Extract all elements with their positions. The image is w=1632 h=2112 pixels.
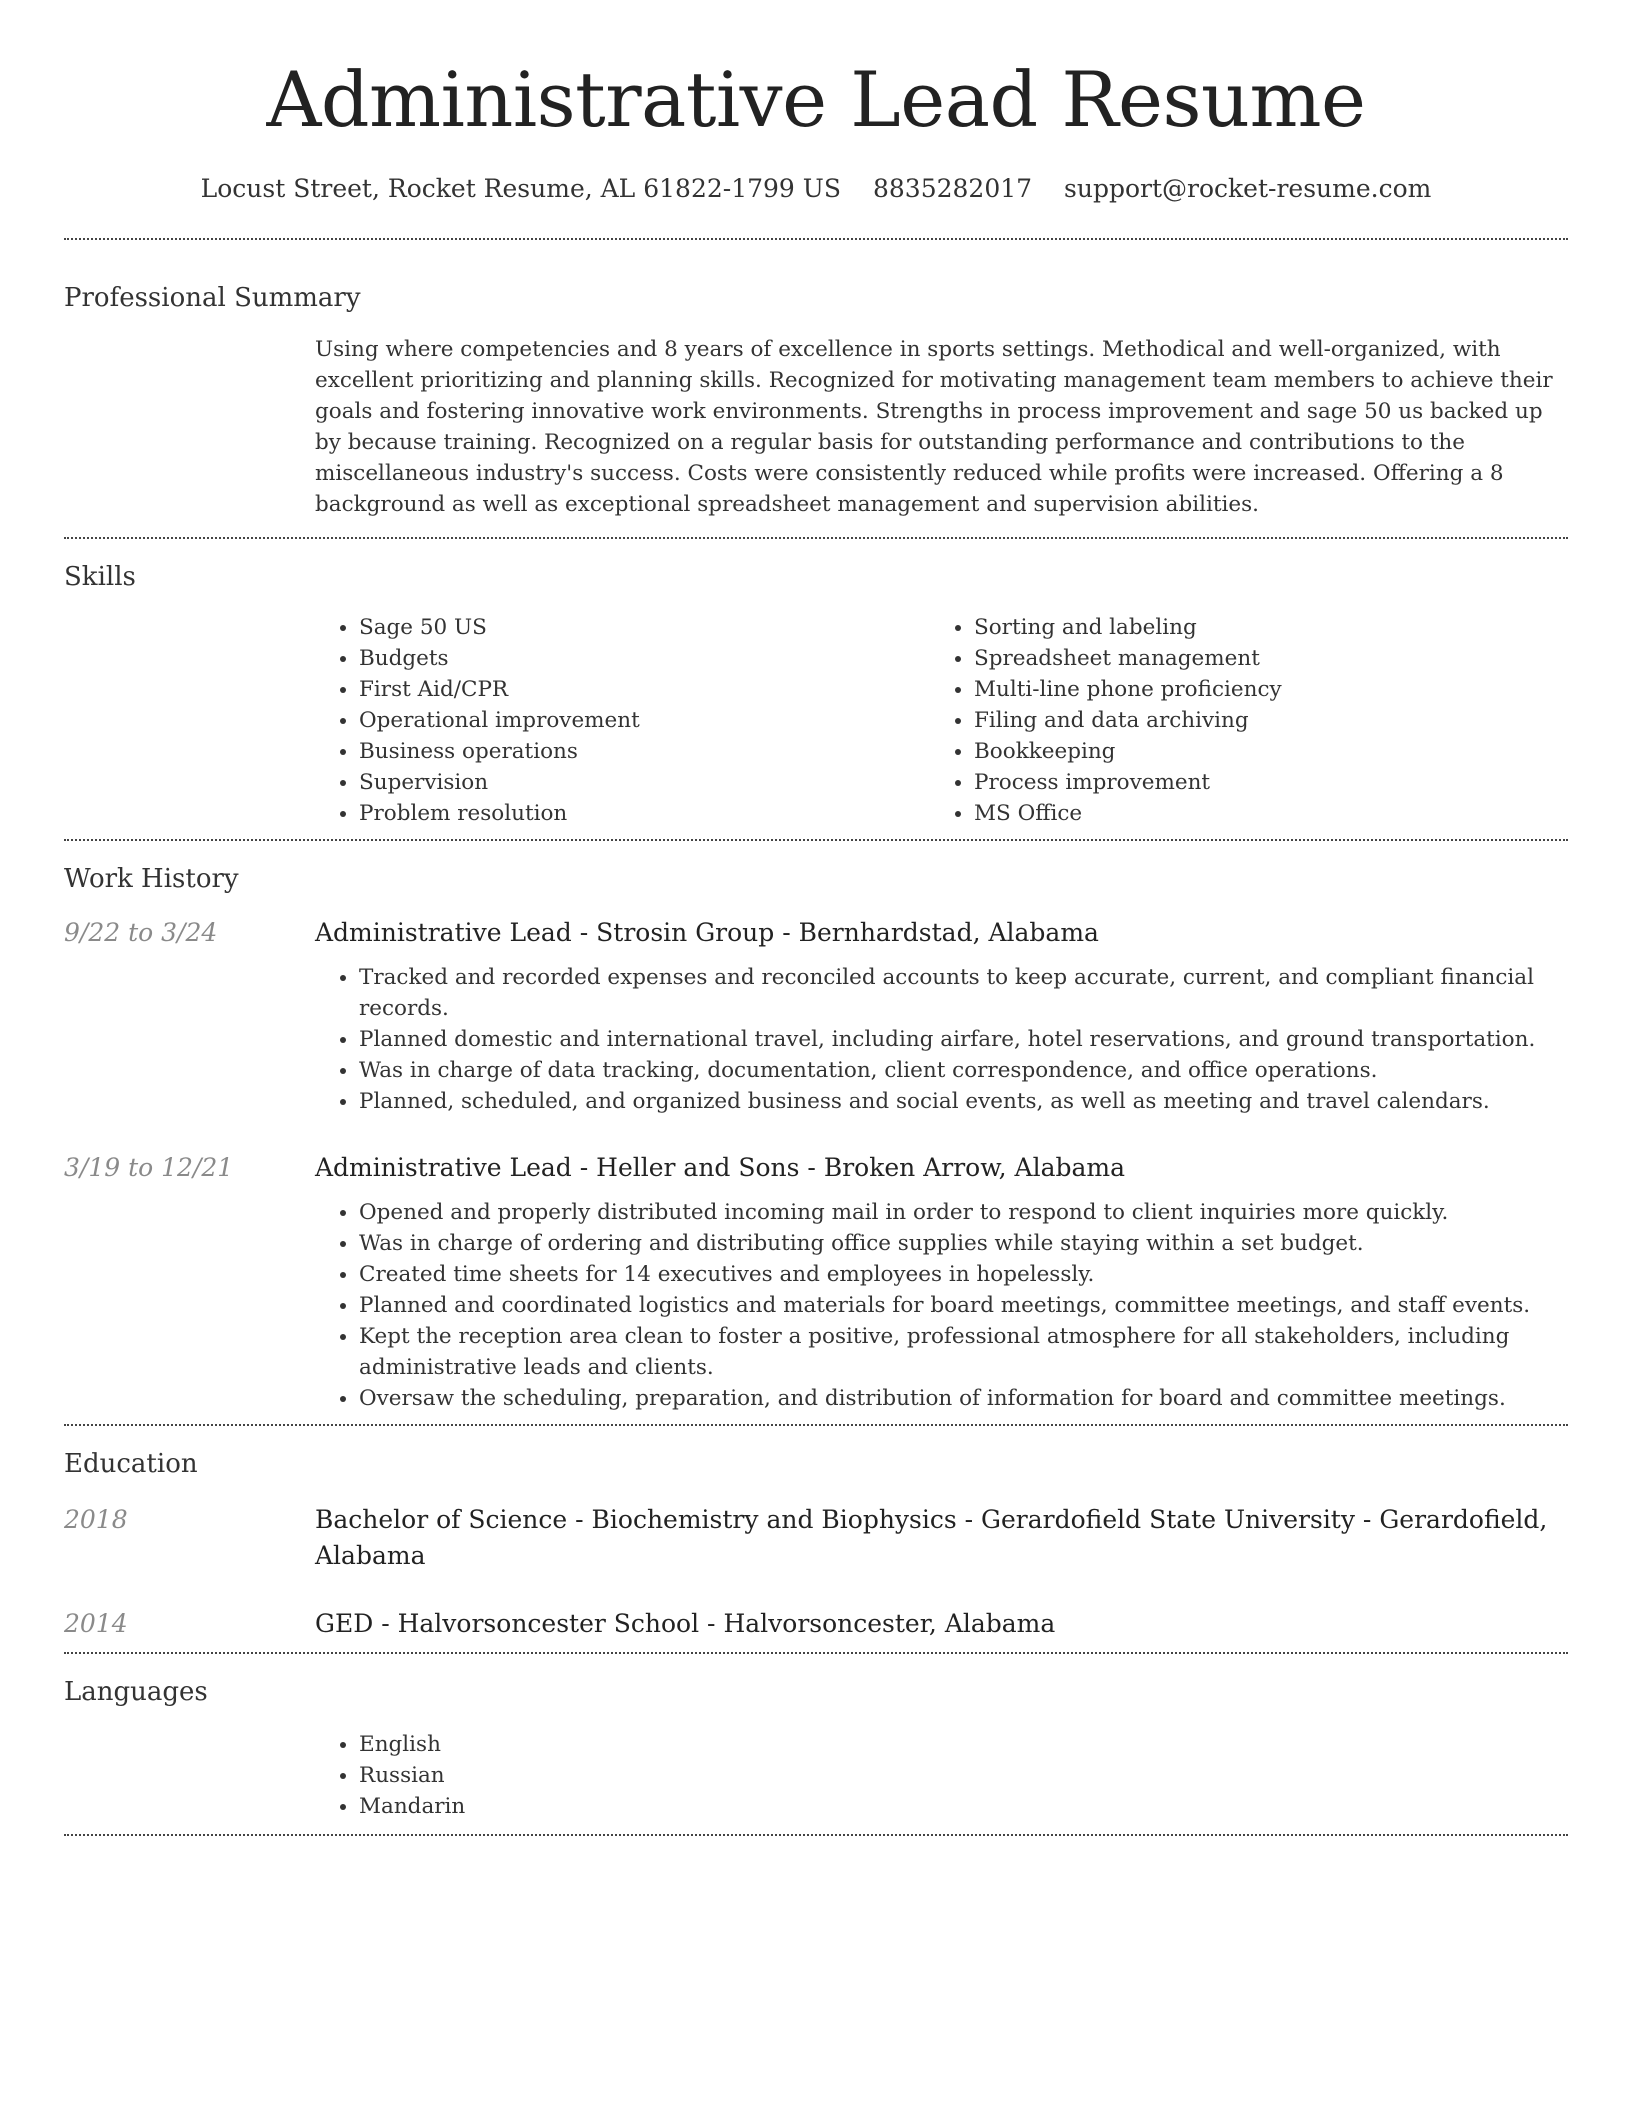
education-details	[315, 1502, 1568, 1574]
skills-list-left	[315, 612, 930, 829]
skills-section	[64, 539, 1568, 839]
summary-text: Using where competencies and 8 years of excellence in sports settings. Methodical and well-organized, with excellent prioritizing and planning skills. Recognized for motivating management team members to achieve their goals and fostering innovative work environments. Strengths in process improvement and sage 50 us backed up by because training. Recognized on a regular basis for outstanding performance and contributions to the miscellaneous industry's success. Costs were consistently reduced while profits were increased. Offering a 8 background as well as exceptional spreadsheet management and supervision abilities.	[315, 337, 1553, 517]
work-history-section	[64, 841, 1568, 1424]
skill-item: • MS Office	[974, 798, 1545, 829]
skill-item: • Sage 50 US	[359, 612, 930, 643]
education-heading: GED - Halvorsoncester School - Halvorsoncester, Alabama	[315, 1609, 1056, 1638]
skill-item: • Operational improvement	[359, 705, 930, 736]
job-bullet: • Created time sheets for 14 executives and employees in hopelessly.	[359, 1259, 1568, 1290]
job-dates: 3/19 to 12/21	[64, 1153, 234, 1182]
job-dates: 9/22 to 3/24	[64, 918, 218, 947]
professional-summary-section	[64, 240, 1568, 537]
job-bullet-list	[315, 1197, 1568, 1414]
education-details	[315, 1606, 1568, 1642]
skill-item: • Spreadsheet management	[974, 643, 1545, 674]
education-entry	[64, 1502, 1568, 1574]
job-bullet: • Planned and coordinated logistics and materials for board meetings, committee meetings, and staff events.	[359, 1290, 1568, 1321]
skill-item: • Business operations	[359, 736, 930, 767]
job-list	[64, 915, 1568, 1424]
job-entry	[64, 1150, 1568, 1414]
education-section	[64, 1426, 1568, 1652]
skill-item: • Process improvement	[974, 767, 1545, 798]
job-heading: Administrative Lead - Strosin Group - Bernhardstad, Alabama	[315, 918, 1099, 947]
language-item: • Russian	[359, 1760, 1568, 1791]
languages-section	[64, 1654, 1568, 1834]
skill-item: • Problem resolution	[359, 798, 930, 829]
skill-item: • Budgets	[359, 643, 930, 674]
resume-title: Administrative Lead Resume	[266, 55, 1366, 144]
skill-item: • Multi-line phone proficiency	[974, 674, 1545, 705]
skill-item: • Sorting and labeling	[974, 612, 1545, 643]
job-bullet: • Oversaw the scheduling, preparation, and distribution of information for board and committee meetings.	[359, 1383, 1568, 1414]
section-title-summary: Professional Summary	[64, 283, 361, 313]
section-title-work: Work History	[64, 864, 239, 894]
job-heading: Administrative Lead - Heller and Sons - Broken Arrow, Alabama	[315, 1153, 1125, 1182]
job-bullet: • Tracked and recorded expenses and reconciled accounts to keep accurate, current, and compliant financial records.	[359, 962, 1568, 1024]
resume-header	[64, 0, 1568, 206]
job-bullet: • Kept the reception area clean to foster a positive, professional atmosphere for all stakeholders, including administrative leads and clients.	[359, 1321, 1568, 1383]
skills-columns	[315, 612, 1568, 839]
section-divider	[64, 1834, 1568, 1836]
job-bullet: • Was in charge of data tracking, documentation, client correspondence, and office operations.	[359, 1055, 1568, 1086]
job-entry	[64, 915, 1568, 1117]
language-item: • Mandarin	[359, 1791, 1568, 1822]
skill-item: • Supervision	[359, 767, 930, 798]
contact-line	[64, 172, 1568, 206]
job-details	[315, 1150, 1568, 1414]
language-item: • English	[359, 1729, 1568, 1760]
job-details	[315, 915, 1568, 1117]
job-bullet: • Planned, scheduled, and organized business and social events, as well as meeting and travel calendars.	[359, 1086, 1568, 1117]
languages-list	[315, 1729, 1568, 1822]
skill-item: • Bookkeeping	[974, 736, 1545, 767]
education-list	[64, 1502, 1568, 1652]
section-title-languages: Languages	[64, 1677, 208, 1707]
job-bullet-list	[315, 962, 1568, 1117]
skill-item: • First Aid/CPR	[359, 674, 930, 705]
education-year: 2014	[64, 1609, 128, 1638]
contact-phone: 8835282017	[872, 174, 1033, 203]
skill-item: • Filing and data archiving	[974, 705, 1545, 736]
contact-address: Locust Street, Rocket Resume, AL 61822-1799 US	[200, 174, 841, 203]
education-year: 2018	[64, 1505, 128, 1534]
job-bullet: • Opened and properly distributed incoming mail in order to respond to client inquiries more quickly.	[359, 1197, 1568, 1228]
job-bullet: • Planned domestic and international travel, including airfare, hotel reservations, and ground transportation.	[359, 1024, 1568, 1055]
education-heading: Bachelor of Science - Biochemistry and Biophysics - Gerardofield State University - Gerardofield, Alabama	[315, 1505, 1548, 1570]
languages-body	[315, 1729, 1568, 1834]
contact-email: support@rocket-resume.com	[1064, 174, 1432, 203]
section-title-skills: Skills	[64, 562, 136, 592]
education-entry	[64, 1606, 1568, 1642]
skills-list-right	[930, 612, 1545, 829]
job-bullet: • Was in charge of ordering and distributing office supplies while staying within a set budget.	[359, 1228, 1568, 1259]
section-title-education: Education	[64, 1449, 198, 1479]
